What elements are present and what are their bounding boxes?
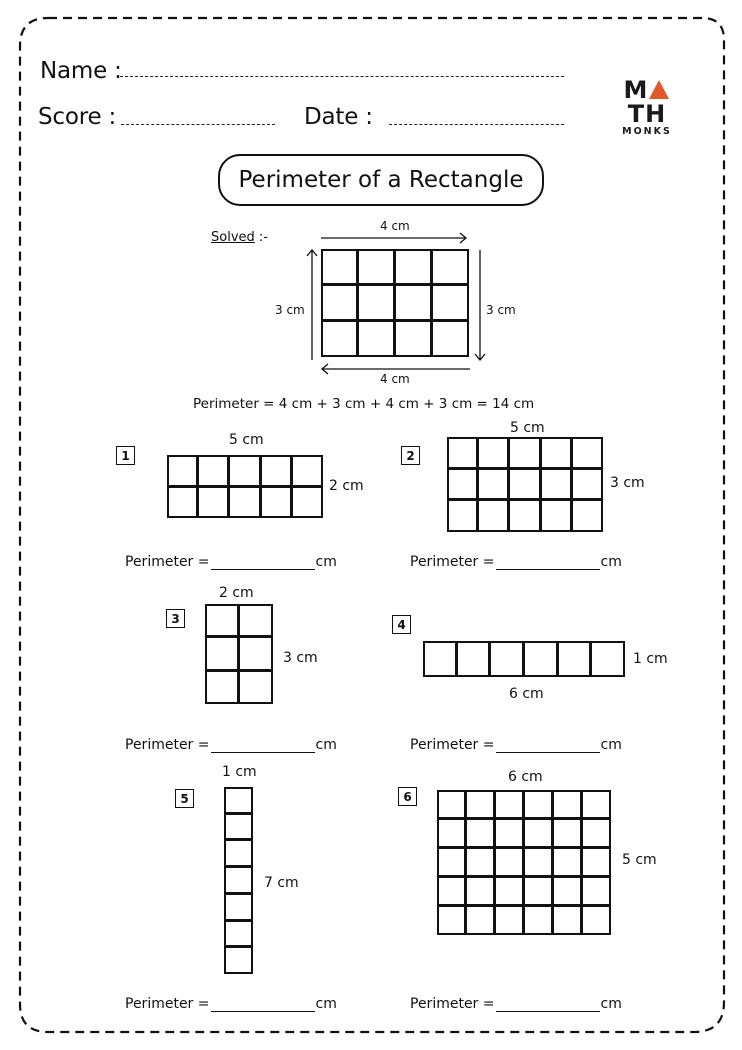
solved-heading xyxy=(211,230,268,245)
grid-cell xyxy=(477,437,509,469)
grid-cell xyxy=(437,876,466,906)
grid-cell xyxy=(228,455,260,487)
grid-cell xyxy=(494,790,524,819)
grid-cell xyxy=(431,284,469,321)
problem-5-grid xyxy=(224,787,253,974)
grid-cell xyxy=(552,847,582,877)
problem-5-width: 7 cm xyxy=(264,875,299,891)
solved-top-label: 4 cm xyxy=(380,219,410,233)
problem-3-width: 3 cm xyxy=(283,650,318,666)
perimeter-unit: cm xyxy=(315,996,337,1012)
problem-4-length: 6 cm xyxy=(509,686,544,702)
grid-cell xyxy=(394,284,432,321)
solved-right-label: 3 cm xyxy=(486,303,516,317)
grid-cell xyxy=(494,847,524,877)
grid-cell xyxy=(465,847,495,877)
score-line[interactable] xyxy=(121,124,275,125)
problem-6-length: 6 cm xyxy=(508,769,543,785)
grid-cell xyxy=(437,847,466,877)
grid-cell xyxy=(508,437,540,469)
grid-cell xyxy=(494,818,524,848)
problem-3-grid xyxy=(205,604,273,704)
grid-cell xyxy=(167,486,198,519)
page-title-text: Perimeter of a Rectangle xyxy=(238,167,524,193)
grid-cell xyxy=(540,499,572,532)
grid-cell xyxy=(477,499,509,532)
grid-cell xyxy=(552,818,582,848)
grid-cell xyxy=(552,876,582,906)
grid-cell xyxy=(571,468,603,501)
grid-cell xyxy=(552,790,582,819)
grid-cell xyxy=(523,905,553,935)
grid-cell xyxy=(494,876,524,906)
grid-cell xyxy=(465,790,495,819)
perimeter-prefix: Perimeter = xyxy=(410,737,495,753)
problem-3-length: 2 cm xyxy=(219,585,254,601)
solved-grid xyxy=(321,249,469,357)
grid-cell xyxy=(508,499,540,532)
grid-cell xyxy=(540,468,572,501)
grid-cell xyxy=(291,455,323,487)
perimeter-answer-blank[interactable] xyxy=(496,555,600,570)
grid-cell xyxy=(238,636,273,670)
problem-2-grid xyxy=(447,437,603,532)
perimeter-answer-blank[interactable] xyxy=(211,997,315,1012)
logo-subtitle: MONKS xyxy=(622,126,672,137)
grid-cell xyxy=(224,813,253,841)
problem-1-number: 1 xyxy=(116,446,135,465)
grid-cell xyxy=(465,818,495,848)
logo-letters-th: TH xyxy=(627,100,667,128)
problem-2-width: 3 cm xyxy=(610,475,645,491)
grid-cell xyxy=(447,499,478,532)
problem-2-perimeter xyxy=(410,554,622,570)
grid-cell xyxy=(590,641,625,677)
grid-cell xyxy=(581,818,611,848)
solved-left-label: 3 cm xyxy=(275,303,305,317)
grid-cell xyxy=(224,866,253,894)
grid-cell xyxy=(321,249,358,285)
grid-cell xyxy=(224,839,253,867)
grid-cell xyxy=(437,905,466,935)
problem-1-length: 5 cm xyxy=(229,432,264,448)
grid-cell xyxy=(523,818,553,848)
problem-6-perimeter xyxy=(410,996,622,1012)
grid-cell xyxy=(260,455,292,487)
grid-cell xyxy=(477,468,509,501)
grid-cell xyxy=(447,468,478,501)
perimeter-prefix: Perimeter = xyxy=(125,737,210,753)
perimeter-unit: cm xyxy=(315,554,337,570)
problem-5-number: 5 xyxy=(175,789,194,808)
perimeter-prefix: Perimeter = xyxy=(410,554,495,570)
perimeter-unit: cm xyxy=(315,737,337,753)
math-monks-logo xyxy=(606,76,688,137)
grid-cell xyxy=(291,486,323,519)
perimeter-answer-blank[interactable] xyxy=(496,738,600,753)
grid-cell xyxy=(228,486,260,519)
problem-4-number: 4 xyxy=(392,615,411,634)
grid-cell xyxy=(357,284,395,321)
perimeter-answer-blank[interactable] xyxy=(211,738,315,753)
grid-cell xyxy=(205,636,239,670)
problem-6-grid xyxy=(437,790,611,935)
grid-cell xyxy=(197,455,229,487)
grid-cell xyxy=(540,437,572,469)
solved-equation: Perimeter = 4 cm + 3 cm + 4 cm + 3 cm = 14 cm xyxy=(193,396,535,412)
grid-cell xyxy=(205,670,239,704)
grid-cell xyxy=(431,249,469,285)
grid-cell xyxy=(465,905,495,935)
grid-cell xyxy=(523,847,553,877)
perimeter-prefix: Perimeter = xyxy=(125,996,210,1012)
grid-cell xyxy=(238,604,273,637)
problem-6-number: 6 xyxy=(398,787,417,806)
grid-cell xyxy=(456,641,491,677)
logo-letter-m: M xyxy=(623,76,649,104)
grid-cell xyxy=(523,790,553,819)
problem-2-length: 5 cm xyxy=(510,420,545,436)
problem-1-grid xyxy=(167,455,323,518)
grid-cell xyxy=(447,437,478,469)
solved-bottom-label: 4 cm xyxy=(380,372,410,386)
grid-cell xyxy=(489,641,524,677)
grid-cell xyxy=(523,876,553,906)
problem-1-width: 2 cm xyxy=(329,478,364,494)
grid-cell xyxy=(197,486,229,519)
perimeter-unit: cm xyxy=(600,996,622,1012)
grid-cell xyxy=(508,468,540,501)
page-title xyxy=(218,154,544,206)
grid-cell xyxy=(494,905,524,935)
grid-cell xyxy=(423,641,457,677)
grid-cell xyxy=(437,818,466,848)
name-label: Name : xyxy=(40,58,122,84)
grid-cell xyxy=(523,641,558,677)
logo-triangle-icon xyxy=(649,80,669,99)
problem-3-number: 3 xyxy=(166,609,185,628)
score-label: Score : xyxy=(38,104,117,130)
grid-cell xyxy=(394,249,432,285)
grid-cell xyxy=(357,320,395,357)
problem-3-perimeter xyxy=(125,737,337,753)
grid-cell xyxy=(224,787,253,814)
grid-cell xyxy=(167,455,198,487)
perimeter-prefix: Perimeter = xyxy=(125,554,210,570)
date-label: Date : xyxy=(304,104,373,130)
grid-cell xyxy=(224,946,253,974)
problem-4-grid xyxy=(423,641,625,677)
grid-cell xyxy=(437,790,466,819)
grid-cell xyxy=(557,641,592,677)
grid-cell xyxy=(465,876,495,906)
perimeter-unit: cm xyxy=(600,554,622,570)
solved-label: Solved xyxy=(211,230,255,245)
grid-cell xyxy=(581,876,611,906)
problem-5-perimeter xyxy=(125,996,337,1012)
grid-cell xyxy=(321,284,358,321)
problem-2-number: 2 xyxy=(401,446,420,465)
grid-cell xyxy=(357,249,395,285)
grid-cell xyxy=(224,920,253,948)
grid-cell xyxy=(238,670,273,704)
grid-cell xyxy=(581,847,611,877)
grid-cell xyxy=(571,499,603,532)
problem-6-width: 5 cm xyxy=(622,852,657,868)
solved-suffix: :- xyxy=(254,230,268,245)
problem-4-width: 1 cm xyxy=(633,651,668,667)
grid-cell xyxy=(552,905,582,935)
grid-cell xyxy=(431,320,469,357)
problem-5-length: 1 cm xyxy=(222,764,257,780)
perimeter-prefix: Perimeter = xyxy=(410,996,495,1012)
grid-cell xyxy=(571,437,603,469)
grid-cell xyxy=(224,893,253,921)
perimeter-answer-blank[interactable] xyxy=(211,555,315,570)
grid-cell xyxy=(321,320,358,357)
problem-1-perimeter xyxy=(125,554,337,570)
grid-cell xyxy=(394,320,432,357)
name-line[interactable] xyxy=(120,76,564,77)
grid-cell xyxy=(260,486,292,519)
perimeter-answer-blank[interactable] xyxy=(496,997,600,1012)
grid-cell xyxy=(581,790,611,819)
grid-cell xyxy=(581,905,611,935)
date-line[interactable] xyxy=(389,124,564,125)
perimeter-unit: cm xyxy=(600,737,622,753)
grid-cell xyxy=(205,604,239,637)
problem-4-perimeter xyxy=(410,737,622,753)
